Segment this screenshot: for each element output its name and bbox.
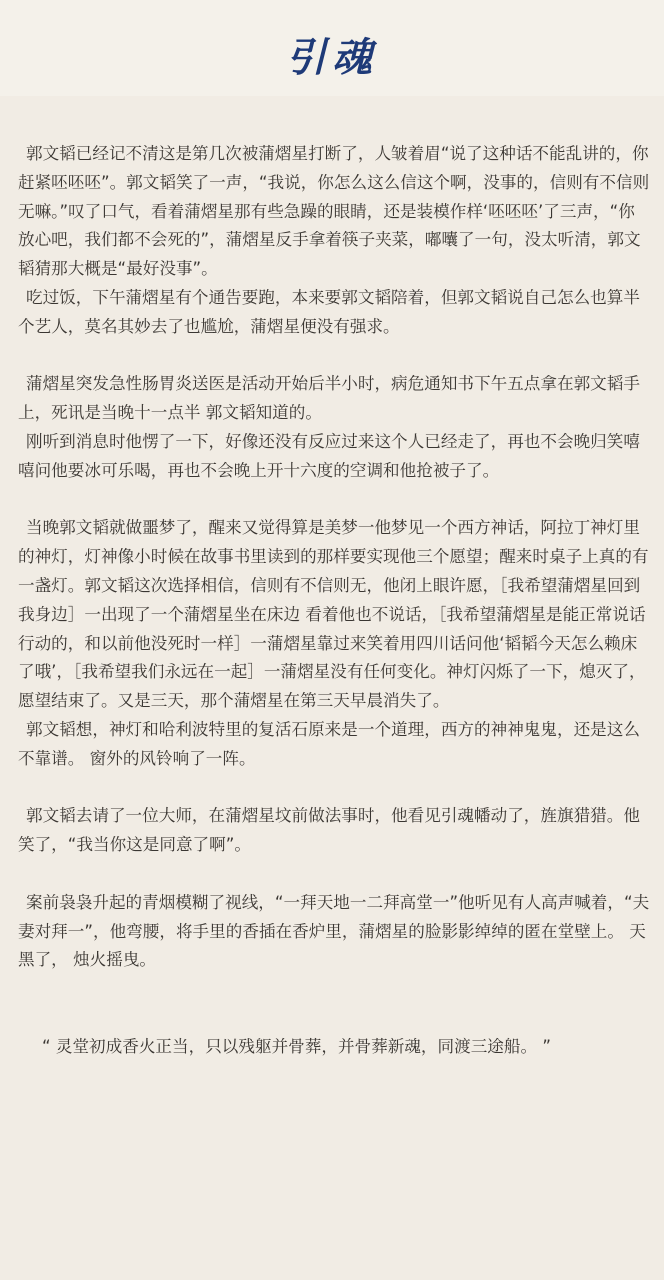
paragraph-gap [18,774,650,803]
paragraph-7: 郭文韬去请了一位大师，在蒲熠星坟前做法事时，他看见引魂幡动了，旌旗猎猎。他笑了，“我当你这是同意了啊”。 [18,806,640,855]
paragraph-gap [18,975,650,1004]
header-band [0,0,664,96]
paragraph-2: 吃过饭，下午蒲熠星有个通告要跑，本来要郭文韬陪着，但郭文韬说自己怎么也算半个艺人，莫名其妙去了也尴尬，蒲熠星便没有强求。 [18,287,640,336]
paragraph-8: 案前袅袅升起的青烟模糊了视线，“一拜天地一二拜高堂一”他听见有人高声喊着，“夫妻对拜一”，他弯腰，将手里的香插在香炉里，蒲熠星的脸影影绰绰的匿在堂壁上。 天黑了， 烛火摇曳。 [18,892,650,970]
paragraph-5: 当晚郭文韬就做噩梦了，醒来又觉得算是美梦一他梦见一个西方神话，阿拉丁神灯里的神灯，灯神像小时候在故事书里读到的那样要实现他三个愿望；醒来时桌子上真的有一盏灯。郭文韬这次选择相信，信则有不信则无，他闭上眼许愿，［我希望蒲熠星回到我身边］一出现了一个蒲熠星坐在床边 看着他也不说话，［我希望蒲熠星是能正常说话行动的，和以前他没死时一样］一蒲熠星靠过来笑着用四川话问他‘韬韬今天怎么赖床了哦’，［我希望我们永远在一起］一蒲熠星没有任何变化。神灯闪烁了一下，熄灭了，愿望结束了。又是三天，那个蒲熠星在第三天早晨消失了。 [18,518,649,711]
document-body [18,140,650,1062]
paragraph-1: 郭文韬已经记不清这是第几次被蒲熠星打断了，人皱着眉“说了这种话不能乱讲的，你赶紧呸呸呸”。郭文韬笑了一声，“我说，你怎么这么信这个啊，没事的，信则有不信则无嘛。”叹了口气，看着蒲熠星那有些急躁的眼睛，还是装模作样‘呸呸呸’了三声，“你放心吧，我们都不会死的”，蒲熠星反手拿着筷子夹菜，嘟囔了一句，没太听清，郭文韬猜那大概是“最好没事”。 [18,144,650,279]
paragraph-6: 郭文韬想，神灯和哈利波特里的复活石原来是一个道理，西方的神神鬼鬼，还是这么不靠谱。 窗外的风铃响了一阵。 [18,719,640,768]
paragraph-gap [18,1004,650,1033]
paragraph-4: 刚听到消息时他愣了一下，好像还没有反应过来这个人已经走了，再也不会晚归笑嘻嘻问他要冰可乐喝，再也不会晚上开十六度的空调和他抢被子了。 [18,431,640,480]
closing-verse: “ 灵堂初成香火正当，只以残躯并骨葬，并骨葬新魂，同渡三途船。 ” [42,1036,551,1056]
paragraph-3: 蒲熠星突发急性肠胃炎送医是活动开始后半小时，病危通知书下午五点拿在郭文韬手上，死讯是当晚十一点半 郭文韬知道的。 [18,374,640,423]
paragraph-gap [18,486,650,515]
document-title: 引魂 [286,34,378,81]
paragraph-gap [18,342,650,371]
paragraph-gap [18,860,650,889]
